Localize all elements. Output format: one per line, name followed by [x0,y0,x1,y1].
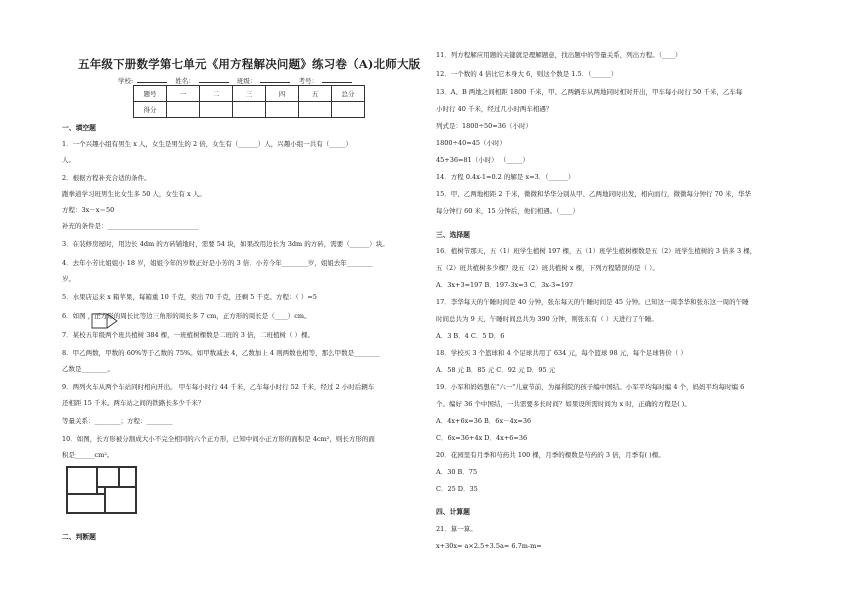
question-line: 4．去年小芳比姐姐小 18 岁，姐姐今年的岁数正好是小芳的 3 倍．小芳今年________岁，姐姐去年________ [62,259,373,267]
school-blank [137,76,167,83]
question-line: 18．学校买 3 个篮球和 4 个足球共用了 634 元，每个篮球 98 元，每个足球售价（ ） [436,349,687,357]
question-line: 3．在装修房屋时，用边长 4dm 的方砖铺地时，需要 54 块，如果改用边长为 3dm 的方砖，需要（______）块。 [62,240,389,248]
question-line: 时间总共为 9 天，午睡时间总共为 390 分钟，则张东有（ ）天进行了午睡。 [436,315,658,323]
question-line: 乙数是________。 [62,365,114,373]
question-line: A．3x+3=197 B．197-3x=3 C．3x-3=197 [436,281,574,289]
question-line: 方程：3x－x＝50 [62,206,115,214]
question-line: 13．A、B 两地之间相距 1800 千米，甲、乙两辆车从两地同时相对开出，甲车每小时行 50 千米，乙车每 [436,88,743,96]
question-line: 积是______cm²。 [62,451,114,459]
score-cell[interactable] [266,102,299,118]
question-line: 11．列方程解应用题的关键就是理解题意，找出题中的等量关系，列出方程。（____） [436,51,682,59]
score-table [133,85,365,118]
question-line: 2．根据方程补充合适的条件。 [62,174,151,182]
question-line: 45+36=81（小时） （_____） [436,156,530,164]
score-row-label: 得分 [134,102,167,118]
student-info-row [118,76,358,85]
question-line: 5．水果店运来 x 箱苹果，每箱重 10 千克，卖出 70 千克，还剩 5 千克。方程：（ ）=5 [62,293,317,301]
section-heading: 二、判断题 [62,533,96,541]
question-line: 人。 [62,156,75,164]
question-line: 14．方程 0.4x-1=0.2 的解是 x=3．（______） [436,173,575,181]
score-cell[interactable] [200,102,233,118]
name-label: 姓名： [175,77,195,85]
question-line: x+30x= a×2.5+3.5a= 6.7m-m= [436,542,542,550]
name-blank [199,76,229,83]
question-line: 小时行 40 千米，经过几小时两车相遇？ [436,105,553,113]
question-line: 1．一个兴趣小组有男生 x 人，女生是男生的 2 倍，女生有（______）人，兴趣小组一共有（_____） [62,140,352,148]
square-piece [105,487,136,513]
question-line: 20．花园里有月季和芍药共 100 棵，月季的棵数是芍药的 3 倍，月季有( )棵。 [436,451,665,459]
question-line: 19．小军和妈妈想在"六一"儿童节前，为福利院的孩子编中国结。小军平均每时编 4 个，妈妈平均每时编 6 [436,383,745,391]
square-triangle-figure [91,313,119,329]
score-header-cell: 五 [299,86,332,102]
question-line: C．25 D．35 [436,485,478,493]
question-line: A．4x+6x=36 B．6x－4x=36 [436,417,532,425]
class-label: 班级： [236,77,257,85]
question-line: 16．植树节那天，五（1）班学生植树 197 棵，五（1）班学生植树棵数是五（2）班学生植树的 3 倍多 3 棵， [436,247,757,255]
question-line: 补充的条件是：____________________________ [62,222,199,230]
question-line: 等量关系：________；方程：________ [62,417,173,425]
score-header-cell: 四 [266,86,299,102]
exam-no-blank [322,76,352,83]
score-cell[interactable] [167,102,200,118]
question-line: 岁。 [62,275,75,283]
question-line: 21．算一算。 [436,525,477,533]
score-header-cell: 总分 [332,86,365,102]
score-value-row [134,102,365,118]
question-line: 8．甲乙两数，甲数的 60%等于乙数的 75%。如甲数减去 4，乙数加上 4 则两数也相等，那么甲数是________ [62,349,381,357]
question-line: 跑拳道学习班男生比女生多 50 人，女生有 x 人。 [62,190,206,198]
score-cell[interactable] [299,102,332,118]
question-line: C．6x=36+4x D．4x+6=36 [436,434,528,442]
score-header-row [134,86,365,102]
question-line: 个。编好 36 个中国结，一共需要多长时间？如果设所需时间为 x 时，正确的方程是( )。 [436,400,691,408]
question-line: A．30 B．75 [436,468,478,476]
question-line: 15．甲、乙两地相距 2 千米，微微和华华分别从甲、乙两地同时出发，相向而行，微微每分钟行 70 米，华华 [436,190,751,198]
square-piece [97,467,119,487]
score-header-cell: 一 [167,86,200,102]
section-heading: 四、计算题 [436,508,470,516]
question-line: 还相距 15 千米。两车站之间的铁路长多少千米？ [62,399,205,407]
question-line: A．3 B．4 C．5 D．6 [436,332,505,340]
question-line: 每分钟行 60 米，15 分钟后，他们相遇。（____） [436,207,579,215]
question-line: A．58 元 B．85 元 C．92 元 D．95 元 [436,366,556,374]
square-piece [97,487,105,494]
question-line: 10．如图，长方形被分割成大小不完全相同的六个正方形，已知中间小正方形的面积是 4cm²，则长方形的面 [62,435,375,443]
score-cell[interactable] [332,102,365,118]
question-line: 1800÷40=45（小时） [436,139,506,147]
question-line: 6．如图 ，正方形的周长比等边三角形的周长多 7 cm，正方形的周长是（____）cm。 [62,312,311,320]
question-line: 列式是：1800÷50=36（小时） [436,122,532,130]
exam-no-label: 考号： [298,77,318,85]
section-heading: 三、选择题 [436,231,470,239]
score-cell[interactable] [233,102,266,118]
question-line: 17．李华每天的午睡时间是 40 分钟，张东每天的午睡时间是 45 分钟。已知这一周李华和张东这一周的午睡 [436,298,749,306]
score-header-cell: 三 [233,86,266,102]
square-piece [119,467,136,487]
school-label: 学校: [118,77,134,85]
square-piece [67,494,105,513]
section-heading: 一、填空题 [62,124,96,132]
score-header-cell: 二 [200,86,233,102]
question-line: 12．一个数的 4 倍比它本身大 6，则这个数是 1.5．（______） [436,70,618,78]
square-piece [67,467,97,494]
rectangle-six-squares-figure [66,466,137,514]
score-header-cell: 题号 [134,86,167,102]
class-blank [260,76,290,83]
question-line: 9．两列火车从两个车站同时相向开出。 甲车每小时行 44 千米，乙车每小时行 52 千米，经过 2 小时后辆车 [62,383,375,391]
question-line: 7．某校五年级两个班共植树 384 棵，一班植树棵数是二班的 3 倍，二班植树（ ）棵。 [62,331,315,339]
question-line: 五（2）班共植树多少棵？设五（2）班共植树 x 棵，下列方程错误的是（ ）。 [436,264,659,272]
page-title: 五年级下册数学第七单元《用方程解决问题》练习卷（A)北师大版 [78,57,421,71]
